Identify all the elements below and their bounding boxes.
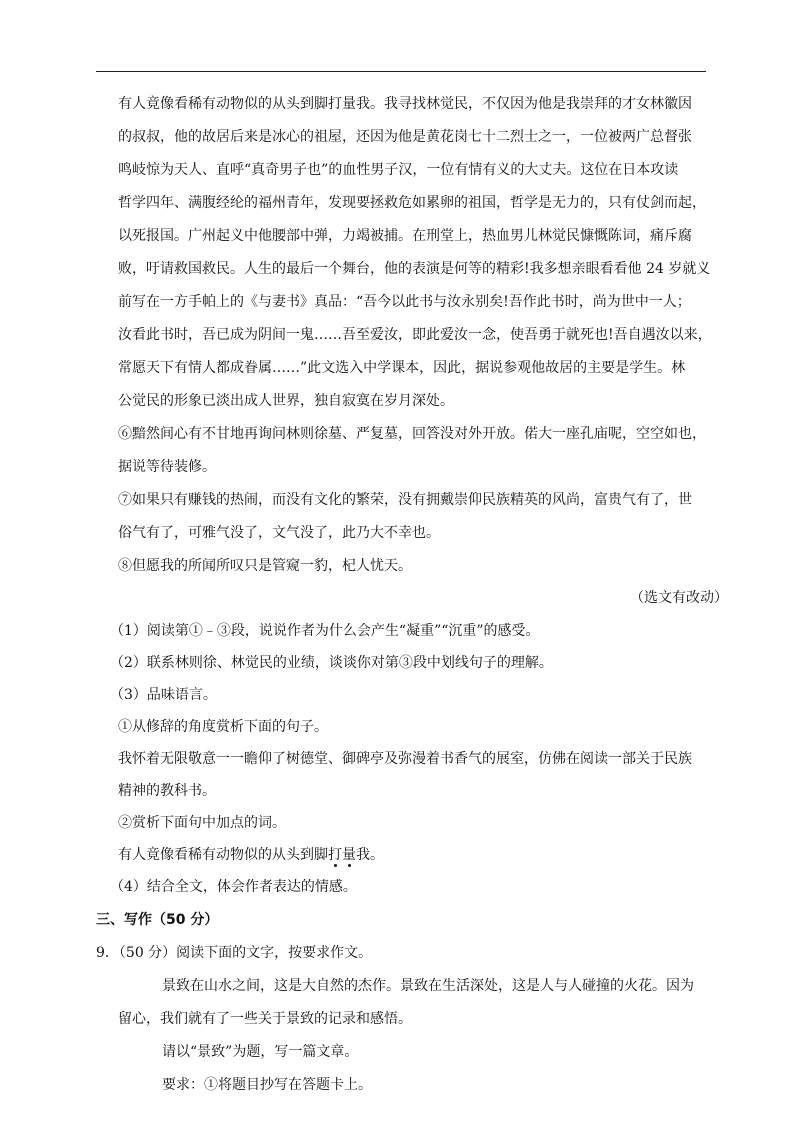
section-3-heading: 三、写作（50 分）: [96, 912, 219, 928]
prompt-line-1: 景致在山水之间，这是大自然的杰作。景致在生活深处，这是人与人碰撞的火花。因为: [162, 978, 694, 994]
source-note: （选文有改动）: [630, 590, 728, 606]
body-line-7: 前写在一方手帕上的《与妻书》真品：“吾今以此书与汝永别矣!吾作此书时，尚为世中一人；: [118, 294, 691, 310]
question-1: （1）阅读第①﹣③段，说说作者为什么会产生“凝重”“沉重”的感受。: [110, 623, 540, 639]
header-rule: [96, 71, 706, 72]
body-line-2: 的叔叔，他的故居后来是冰心的祖屋，还因为他是黄花岗七十二烈士之一，一位被两广总督张: [118, 129, 692, 145]
question-4: （4）结合全文，体会作者表达的情感。: [110, 879, 357, 895]
question-9: 9．（50 分）阅读下面的文字，按要求作文。: [96, 945, 373, 961]
body-line-10: 公觉民的形象已淡出成人世界，独自寂寞在岁月深处。: [118, 393, 454, 409]
paragraph-6-line-1: ⑥黯然间心有不甘地再询问林则徐墓、严复墓，回答没对外开放。偌大一座孔庙呢，空空如也，: [118, 426, 706, 442]
paragraph-8: ⑧但愿我的所闻所叹只是管窥一豹，杞人忧天。: [118, 558, 412, 574]
question-3-dotted-sentence: [118, 848, 384, 862]
body-line-1: 有人竟像看稀有动物似的从头到脚打量我。我寻找林觉民，不仅因为他是我崇拜的才女林徽因: [118, 96, 692, 112]
question-2: （2）联系林则徐、林觉民的业绩，谈谈你对第③段中划线句子的理解。: [110, 655, 553, 671]
question-3-sub-1: ①从修辞的角度赏析下面的句子。: [118, 719, 328, 735]
question-3-sub-2: ②赏析下面句中加点的词。: [118, 815, 286, 831]
question-3-sentence-line-2: 精神的教科书。: [118, 783, 216, 799]
body-line-6: 败，吁请救国救民。人生的最后一个舞台，他的表演是何等的精彩!我多想亲眼看看他 24 岁就义: [118, 261, 711, 277]
dotted-word-1: 打: [328, 847, 342, 863]
dotted-sentence-post: 我。: [356, 847, 384, 863]
essay-requirement: 要求：①将题目抄写在答题卡上。: [162, 1077, 372, 1093]
paragraph-7-line-2: 俗气有了，可雅气没了，文气没了，此乃大不幸也。: [118, 525, 440, 541]
body-line-5: 以死报国。广州起义中他腰部中弹，力竭被捕。在刑堂上，热血男儿林觉民慷慨陈词，痛斥腐: [118, 228, 692, 244]
body-line-3: 鸣岐惊为天人、直呼“真奇男子也”的血性男子汉，一位有情有义的大丈夫。这位在日本攻读: [118, 162, 679, 178]
prompt-line-2: 留心，我们就有了一些关于景致的记录和感悟。: [118, 1011, 412, 1027]
body-line-4: 哲学四年、满腹经纶的福州青年，发现要拯救危如累卵的祖国，哲学是无力的，只有仗剑而起，: [118, 195, 706, 211]
question-3-sentence-line-1: 我怀着无限敬意一一瞻仰了树德堂、御碑亭及弥漫着书香气的展室，仿佛在阅读一部关于民族: [118, 751, 692, 767]
dotted-sentence-pre: 有人竟像看稀有动物似的从头到脚: [118, 847, 328, 863]
body-line-8: 汝看此书时，吾已成为阴间一鬼……吾至爱汝，即此爱汝一念，使吾勇于就死也!吾自遇汝以来，: [118, 327, 712, 343]
dotted-word-2: 量: [342, 847, 356, 863]
question-3: （3）品味语言。: [110, 687, 217, 703]
paragraph-6-line-2: 据说等待装修。: [118, 459, 216, 475]
essay-instruction: 请以“景致”为题，写一篇文章。: [162, 1044, 359, 1060]
body-line-9: 常愿天下有情人都成眷属……”此文选入中学课本，因此，据说参观他故居的主要是学生。林: [118, 360, 686, 376]
paragraph-7-line-1: ⑦如果只有赚钱的热闹，而没有文化的繁荣，没有拥戴崇仰民族精英的风尚，富贵气有了，世: [118, 492, 692, 508]
